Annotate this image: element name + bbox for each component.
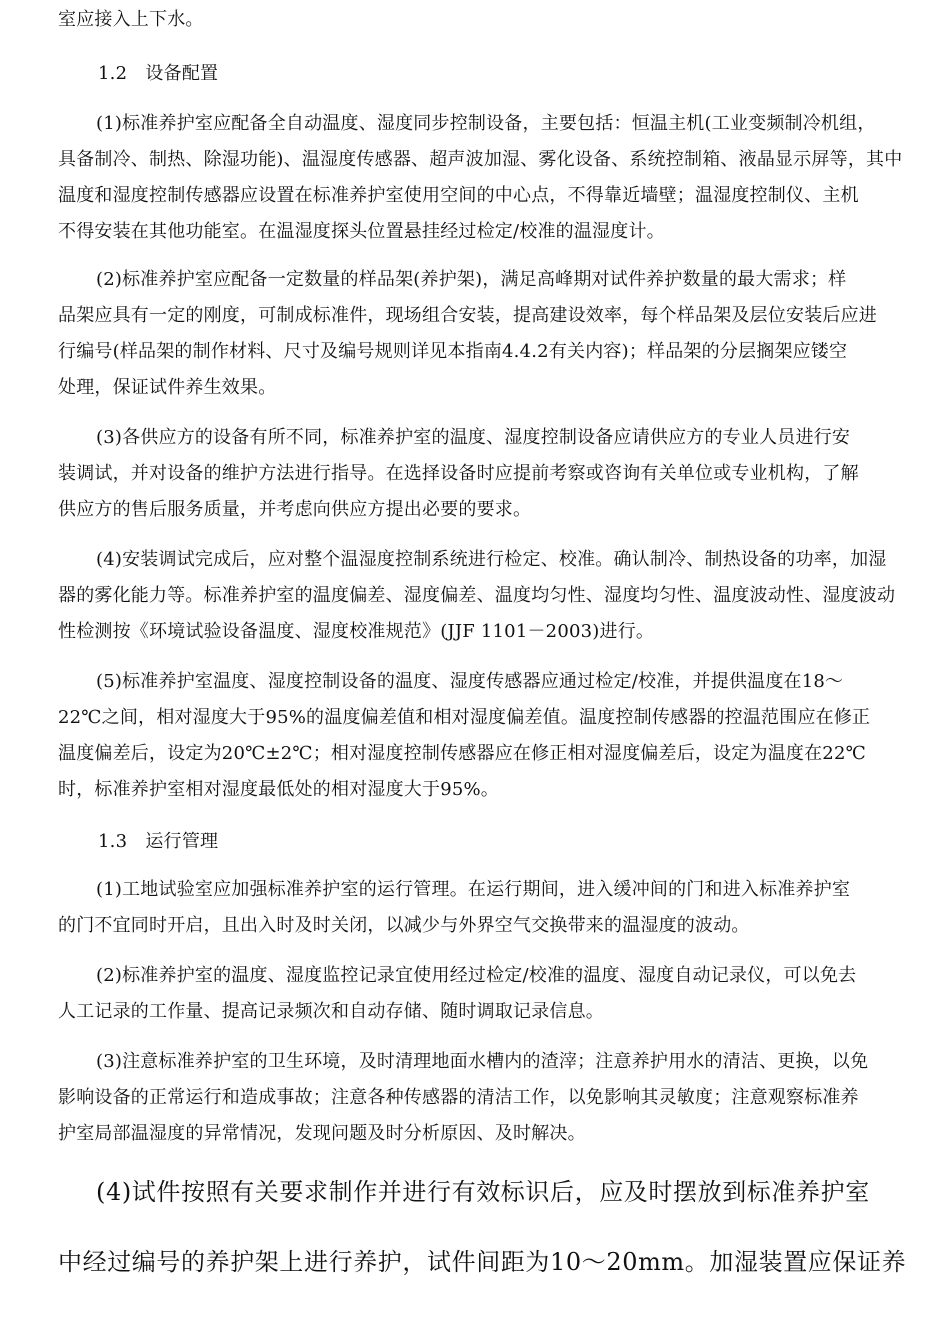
text-line: 时，标准养护室相对湿度最低处的相对湿度大于95%。	[58, 779, 500, 800]
text-line: 的门不宜同时开启，且出入时及时关闭，以减少与外界空气交换带来的温湿度的波动。	[58, 915, 750, 936]
text-line: (4)安装调试完成后，应对整个温湿度控制系统进行检定、校准。确认制冷、制热设备的功率，加湿	[96, 549, 887, 570]
text-line: 具备制冷、制热、除湿功能)、温湿度传感器、超声波加湿、雾化设备、系统控制箱、液晶显示屏等，其中	[58, 149, 903, 170]
text-line: 品架应具有一定的刚度，可制成标准件，现场组合安装，提高建设效率，每个样品架及层位安装后应进	[58, 305, 877, 326]
text-line: 不得安装在其他功能室。在温湿度探头位置悬挂经过检定/校准的温湿度计。	[58, 221, 665, 242]
text-line: 22℃之间，相对湿度大于95%的温度偏差值和相对湿度偏差值。温度控制传感器的控温范围应在修正	[58, 707, 871, 728]
text-line: 室应接入上下水。	[58, 9, 204, 30]
text-line: 影响设备的正常运行和造成事故；注意各种传感器的清洁工作，以免影响其灵敏度；注意观察标准养	[58, 1087, 859, 1108]
text-line: 温度和湿度控制传感器应设置在标准养护室使用空间的中心点，不得靠近墙壁；温湿度控制仪、主机	[58, 185, 859, 206]
text-line: 器的雾化能力等。标准养护室的温度偏差、湿度偏差、温度均匀性、湿度均匀性、温度波动性、湿度波动	[58, 585, 896, 606]
text-line: 温度偏差后，设定为20℃±2℃；相对湿度控制传感器应在修正相对湿度偏差后，设定为温度在22℃	[58, 743, 866, 764]
section-heading: 1.3 运行管理	[98, 831, 219, 852]
text-line: 性检测按《环境试验设备温度、湿度校准规范》(JJF 1101－2003)进行。	[58, 621, 655, 642]
text-line: 行编号(样品架的制作材料、尺寸及编号规则详见本指南4.4.2有关内容)；样品架的分层搁架应镂空	[58, 341, 848, 362]
text-line: 处理，保证试件养生效果。	[58, 377, 277, 398]
text-line: (5)标准养护室温度、湿度控制设备的温度、湿度传感器应通过检定/校准，并提供温度在18～	[96, 671, 844, 692]
text-line: 护室局部温湿度的异常情况，发现问题及时分析原因、及时解决。	[58, 1123, 586, 1144]
text-line: (1)标准养护室应配备全自动温度、湿度同步控制设备，主要包括：恒温主机(工业变频制冷机组，	[96, 113, 876, 134]
text-line: 供应方的售后服务质量，并考虑向供应方提出必要的要求。	[58, 499, 532, 520]
text-line: (4)试件按照有关要求制作并进行有效标识后，应及时摆放到标准养护室	[96, 1178, 870, 1206]
section-heading: 1.2 设备配置	[98, 63, 219, 84]
text-line: (3)各供应方的设备有所不同，标准养护室的温度、湿度控制设备应请供应方的专业人员进行安	[96, 427, 851, 448]
text-line: 人工记录的工作量、提高记录频次和自动存储、随时调取记录信息。	[58, 1001, 604, 1022]
text-line: 中经过编号的养护架上进行养护，试件间距为10～20mm。加湿装置应保证养	[58, 1248, 907, 1276]
text-line: 装调试，并对设备的维护方法进行指导。在选择设备时应提前考察或咨询有关单位或专业机构，了解	[58, 463, 859, 484]
text-line: (2)标准养护室的温度、湿度监控记录宜使用经过检定/校准的温度、湿度自动记录仪，可以免去	[96, 965, 857, 986]
text-line: (2)标准养护室应配备一定数量的样品架(养护架)，满足高峰期对试件养护数量的最大需求；样	[96, 269, 847, 290]
text-line: (1)工地试验室应加强标准养护室的运行管理。在运行期间，进入缓冲间的门和进入标准养护室	[96, 879, 851, 900]
text-line: (3)注意标准养护室的卫生环境，及时清理地面水槽内的渣滓；注意养护用水的清洁、更换，以免	[96, 1051, 869, 1072]
